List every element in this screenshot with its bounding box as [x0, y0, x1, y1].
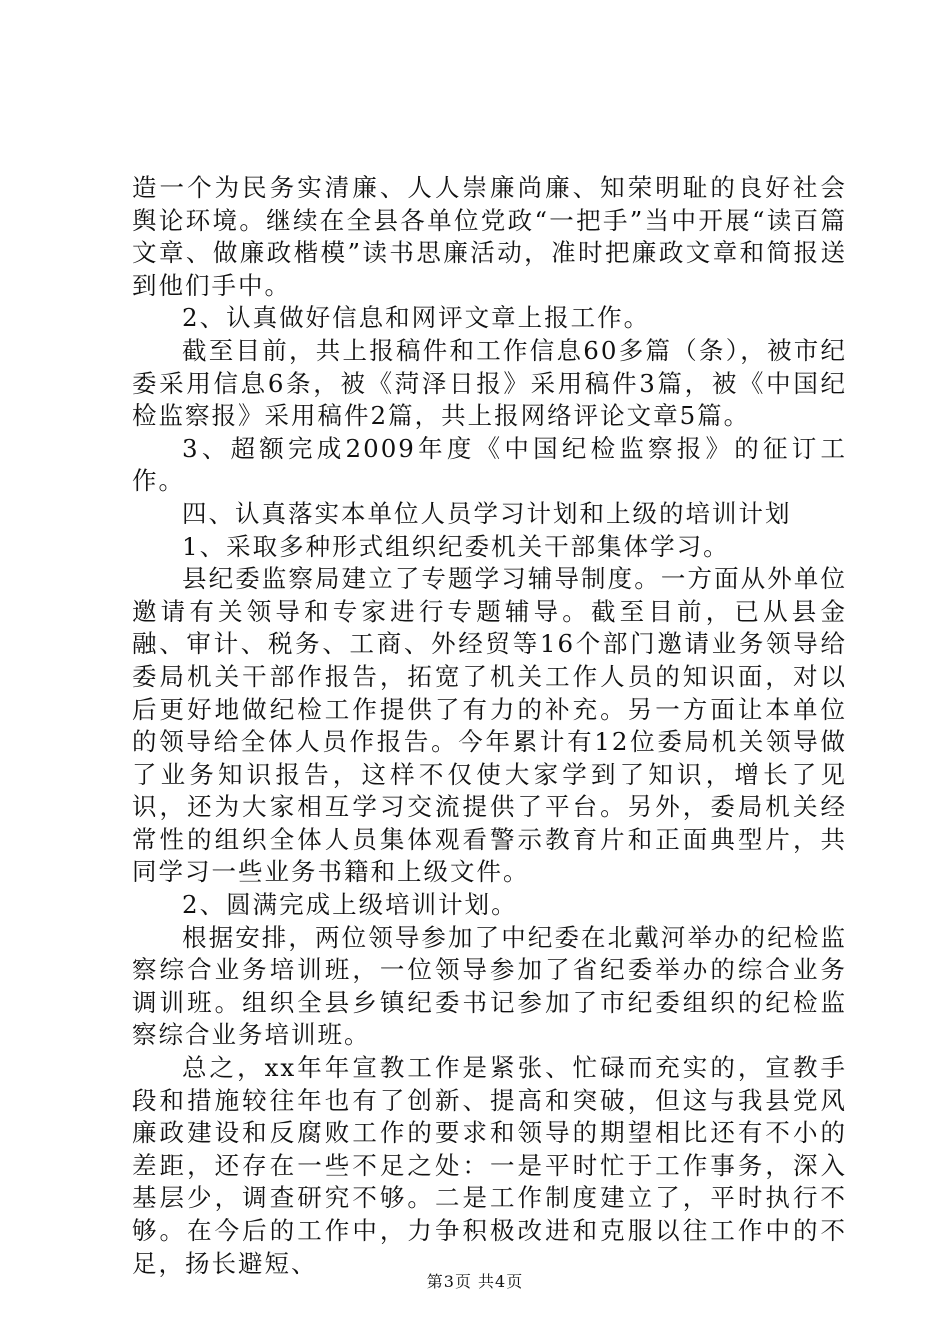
paragraph-7: 县纪委监察局建立了专题学习辅导制度。一方面从外单位邀请有关领导和专家进行专题辅导。截至目前，已从县金融、审计、税务、工商、外经贸等16个部门邀请业务领导给委局机关干部作报告，拓宽了机关工作人员的知识面，对以后更好地做纪检工作提供了有力的补充。另一方面让本单位的领导给全体人员作报告。今年累计有12位委局机关领导做了业务知识报告，这样不仅使大家学到了知识，增长了见识，还为大家相互学习交流提供了平台。另外，委局机关经常性的组织全体人员集体观看警示教育片和正面典型片，共同学习一些业务书籍和上级文件。 — [132, 564, 847, 887]
paragraph-10: 总之，xx年年宣教工作是紧张、忙碌而充实的，宣教手段和措施较往年也有了创新、提高和突破，但这与我县党风廉政建设和反腐败工作的要求和领导的期望相比还有不小的差距，还存在一些不足之处：一是平时忙于工作事务，深入基层少，调查研究不够。二是工作制度建立了，平时执行不够。在今后的工作中，力争积极改进和克服以往工作中的不足，扬长避短、 — [132, 1053, 847, 1278]
paragraph-9: 根据安排，两位领导参加了中纪委在北戴河举办的纪检监察综合业务培训班，一位领导参加了省纪委举办的综合业务调训班。组织全县乡镇纪委书记参加了市纪委组织的纪检监察综合业务培训班。 — [132, 922, 847, 1050]
page-footer: 第3页 共4页 — [426, 1272, 524, 1291]
paragraph-5: 四、认真落实本单位人员学习计划和上级的培训计划 — [182, 498, 792, 528]
paragraph-2: 2、认真做好信息和网评文章上报工作。 — [182, 303, 651, 333]
document-body — [132, 172, 847, 1280]
paragraph-1: 造一个为民务实清廉、人人崇廉尚廉、知荣明耻的良好社会舆论环境。继续在全县各单位党政“一把手”当中开展“读百篇文章、做廉政楷模”读书思廉活动，准时把廉政文章和简报送到他们手中。 — [132, 173, 847, 300]
paragraph-8: 2、圆满完成上级培训计划。 — [182, 890, 518, 920]
paragraph-6: 1、采取多种形式组织纪委机关干部集体学习。 — [182, 531, 730, 561]
paragraph-4: 3、超额完成2009年度《中国纪检监察报》的征订工作。 — [132, 433, 847, 496]
paragraph-3: 截至目前，共上报稿件和工作信息60多篇（条），被市纪委采用信息6条，被《菏泽日报》采用稿件3篇，被《中国纪检监察报》采用稿件2篇，共上报网络评论文章5篇。 — [132, 335, 847, 431]
